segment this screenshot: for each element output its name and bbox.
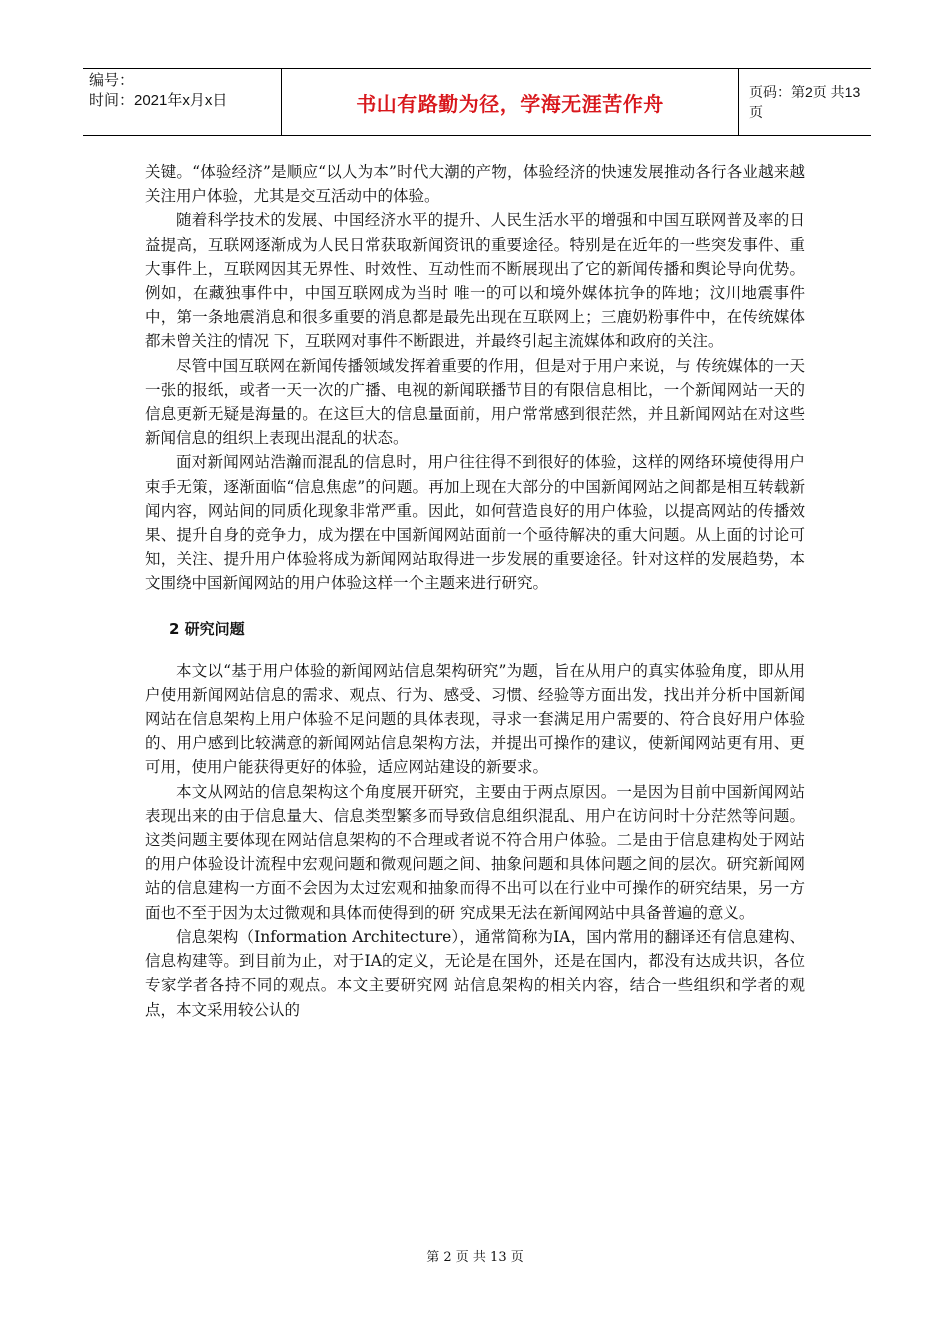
page-header [83, 68, 871, 136]
paragraph: 关键。“体验经济”是顺应“以人为本”时代大潮的产物，体验经济的快速发展推动各行各业越来越关注用户体验，尤其是交互活动中的体验。 [145, 163, 805, 206]
paragraph: 本文从网站的信息架构这个角度展开研究，主要由于两点原因。一是因为目前中国新闻网站表现出来的由于信息量大、信息类型繁多而导致信息组织混乱、用户在访问时十分茫然等问题。这类问题主要体现在网站信息架构的不合理或者说不符合用户体验。二是由于信息建构处于网站的用户体验设计流程中宏观问题和微观问题之间、抽象问题和具体问题之间的层次。研究新闻网站的信息建构一方面不会因为太过宏观和抽象而得不出可以在行业中可操作的研究结果，另一方面也不至于因为太过微观和具体而使得到的研 究成果无法在新闻网站中具备普遍的意义。 [145, 782, 805, 922]
paragraph: 面对新闻网站浩瀚而混乱的信息时，用户往往得不到很好的体验，这样的网络环境使得用户束手无策，逐渐面临“信息焦虑”的问题。再加上现在大部分的中国新闻网站之间都是相互转载新闻内容，网站间的同质化现象非常严重。因此，如何营造良好的用户体验，以提高网站的传播效果、提升自身的竞争力，成为摆在中国新闻网站面前一个亟待解决的重大问题。从上面的讨论可知，关注、提升用户体验将成为新闻网站取得进一步发展的重要途径。针对这样的发展趋势，本文围绕中国新闻网站的用户体验这样一个主题来进行研究。 [145, 453, 805, 593]
header-motto-cell [281, 69, 739, 135]
header-page-info [739, 69, 871, 135]
paragraph: 本文以“基于用户体验的新闻网站信息架构研究”为题，旨在从用户的真实体验角度，即从用户使用新闻网站信息的需求、观点、行为、感受、习惯、经验等方面出发，找出并分析中国新闻网站在信息架构上用户体验不足问题的具体表现，寻求一套满足用户需要的、符合良好用户体验的、用户感到比较满意的新闻网站信息架构方法，并提出可操作的建议，使新闻网站更有用、更可用，使用户能获得更好的体验，适应网站建设的新要求。 [145, 661, 805, 777]
header-meta [83, 69, 281, 135]
motto: 书山有路勤为径，学海无涯苦作舟 [356, 91, 664, 116]
date-label: 时间：2021年x月x日 [89, 92, 228, 109]
paragraph: 信息架构（Information Architecture），通常简称为IA，国内常用的翻译还有信息建构、信息构建等。到目前为止，对于IA的定义，无论是在国外，还是在国内，都没有达成共识，各位专家学者各持不同的观点。本文主要研究网 站信息架构的相关内容，结合一些组织和学者的观点，本文采用较公认的 [145, 927, 805, 1019]
serial-number-label: 编号： [89, 72, 135, 89]
document-body [145, 160, 805, 1022]
paragraph: 尽管中国互联网在新闻传播领域发挥着重要的作用，但是对于用户来说，与 传统媒体的一天一张的报纸，或者一天一次的广播、电视的新闻联播节目的有限信息相比，一个新闻网站一天的信息更新无疑是海量的。在这巨大的信息量面前，用户常常感到很茫然，并且新闻网站在对这些新闻信息的组织上表现出混乱的状态。 [145, 356, 805, 448]
page-info-label: 页码：第2页 共13页 [749, 84, 861, 120]
paragraph: 随着科学技术的发展、中国经济水平的提升、人民生活水平的增强和中国互联网普及率的日益提高，互联网逐渐成为人民日常获取新闻资讯的重要途径。特别是在近年的一些突发事件、重大事件上，互联网因其无界性、时效性、互动性而不断展现出了它的新闻传播和舆论导向优势。例如，在藏独事件中，中国互联网成为当时 唯一的可以和境外媒体抗争的阵地；汶川地震事件中，第一条地震消息和很多重要的消息都是最先出现在互联网上；三鹿奶粉事件中，在传统媒体都未曾关注的情况 下，互联网对事件不断跟进，并最终引起主流媒体和政府的关注。 [145, 211, 805, 351]
section-heading: 2 研究问题 [169, 619, 245, 638]
page-footer: 第 2 页 共 13 页 [426, 1250, 524, 1265]
